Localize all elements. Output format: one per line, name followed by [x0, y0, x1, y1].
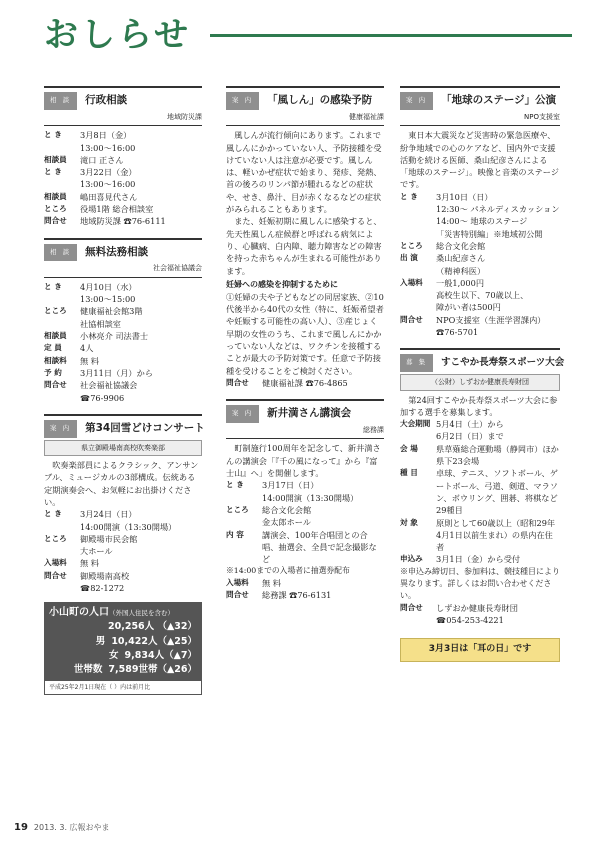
detail-value: 社会福祉協議会	[80, 380, 138, 391]
section-body: 町制施行100周年を記念して、新井満さんの講演会「『千の風になって』から『富士山』へ」を開催します。	[226, 443, 381, 479]
detail-row	[44, 545, 202, 557]
section-title: すこやか長寿祭スポーツ大会	[441, 357, 565, 369]
detail-value: 地域防災課 ☎76-6111	[80, 216, 166, 227]
detail-value: 御殿場南高校	[80, 570, 130, 581]
column-2	[226, 86, 384, 602]
lecture-note: ※14:00までの入場者に抽選券配布	[226, 566, 350, 576]
population-label: 男	[95, 635, 106, 647]
detail-label: 問合せ	[400, 602, 423, 612]
detail-row	[400, 553, 560, 565]
detail-label: ところ	[44, 204, 67, 214]
section-org: 地域防災課	[44, 110, 202, 127]
detail-value: 県草薙総合運動場（静岡市）ほか県下23会場	[436, 443, 559, 467]
detail-value: 無 料	[80, 558, 99, 569]
section-org: 総務課	[226, 423, 384, 440]
detail-label	[400, 265, 436, 277]
detail-label: 問合せ	[44, 216, 67, 226]
detail-value: 3月1日（金）から受付	[436, 554, 521, 565]
detail-row	[400, 418, 560, 430]
detail-value: 社協相談室	[80, 318, 121, 329]
detail-label: 問合せ	[226, 590, 249, 600]
ear-day-banner: 3月3日は「耳の日」です	[400, 638, 560, 662]
population-value: 9,834人（▲7）	[124, 649, 197, 661]
detail-value: 滝口 正さん	[80, 154, 124, 165]
detail-row	[44, 191, 202, 203]
detail-label	[44, 142, 80, 154]
detail-row	[400, 430, 560, 442]
detail-label: 問合せ	[226, 377, 249, 387]
section-org: 健康福祉課	[226, 110, 384, 127]
section-title: 第34回雪どけコンサート	[85, 421, 205, 434]
detail-row	[400, 443, 560, 468]
population-row	[49, 620, 197, 634]
sports-section	[400, 348, 565, 626]
detail-label: 対 象	[400, 517, 418, 527]
detail-row	[226, 577, 384, 589]
detail-value: 障がい者は500円	[436, 302, 501, 313]
detail-value: 3月8日（金）	[80, 130, 132, 141]
detail-row	[400, 265, 560, 277]
detail-value: 13:00～15:00	[80, 294, 136, 305]
population-row	[49, 663, 197, 677]
section-org: （公財）しずおか健康長寿財団	[400, 374, 560, 391]
detail-row	[226, 504, 384, 516]
detail-label: 相談員	[44, 331, 67, 341]
note-body: ①妊婦の夫や子どもなどの同居家族、②10代後半から40代の女性（特に、妊娠希望者や妊娠する可能性の高い人）、③産じょく早期の女性のうち、これまで風しんにかかっていない人などは、ワクチンを接種することが最大の予防対策です。任意で予防接種を受けることをご検討ください。	[226, 291, 384, 376]
detail-value: 13:00～16:00	[80, 179, 136, 190]
detail-label: 定 員	[44, 343, 62, 353]
detail-row	[44, 166, 202, 178]
detail-row	[400, 240, 560, 252]
detail-label: ところ	[226, 504, 249, 514]
detail-value: （精神科医）	[436, 265, 486, 276]
detail-value: 原則として60歳以上（昭和29年4月1日以前生まれ）の県内在住者	[436, 517, 556, 553]
section-title: 新井満さん講演会	[267, 407, 352, 420]
detail-label: 問合せ	[44, 380, 67, 390]
detail-label	[226, 492, 262, 504]
detail-row	[44, 355, 202, 367]
detail-value: ☎82-1272	[80, 583, 125, 594]
detail-rows	[400, 418, 560, 566]
detail-label	[44, 293, 80, 305]
detail-label: 相談員	[44, 191, 67, 201]
population-label: 世帯数	[73, 664, 103, 676]
section-org: 県立御殿場南高校吹奏楽部	[44, 440, 202, 457]
detail-value: 「災害特別編」※地域初公開	[436, 228, 543, 239]
detail-row	[44, 392, 202, 404]
section-org: NPO支援室	[400, 110, 560, 127]
section-title: 無料法務相談	[85, 245, 149, 258]
detail-label	[44, 392, 80, 404]
category-badge: 相 談	[44, 244, 77, 262]
detail-value: 金太郎ホール	[262, 517, 311, 528]
section-org: 社会福祉協議会	[44, 261, 202, 278]
population-label: 女	[109, 649, 119, 661]
category-badge: 案 内	[44, 420, 77, 438]
detail-value: 卓球、テニス、ソフトボール、ゲートボール、弓道、剣道、マラソン、ボウリング、囲碁、将棋など29種目	[436, 468, 558, 516]
detail-value: 桑山紀彦さん	[436, 253, 486, 264]
detail-row	[400, 203, 560, 215]
detail-label: 出 演	[400, 253, 418, 263]
note-heading: 妊婦への感染を抑制するために	[226, 279, 338, 289]
detail-row	[400, 289, 560, 301]
detail-value: 健康福祉会館3階	[80, 306, 143, 317]
detail-rows	[44, 129, 202, 227]
detail-value: 14:00開演（13:30開場）	[80, 521, 177, 532]
detail-row	[44, 203, 202, 215]
detail-label	[44, 545, 80, 557]
detail-label	[400, 228, 436, 240]
detail-value: 高校生以下、70歳以上、	[436, 290, 529, 301]
detail-row	[226, 377, 384, 389]
detail-label: と き	[44, 281, 62, 291]
detail-label: 内 容	[226, 529, 244, 539]
category-badge: 案 内	[400, 92, 433, 110]
detail-row	[44, 178, 202, 190]
detail-rows	[226, 377, 384, 389]
category-badge: 相 談	[44, 92, 77, 110]
detail-value: 役場1階 総合相談室	[80, 204, 154, 215]
detail-label	[400, 301, 436, 313]
detail-value: 小林亮介 司法書士	[80, 331, 149, 342]
population-value: 7,589世帯（▲26）	[108, 664, 197, 676]
detail-value: 12:30～ パネルディスカッション	[436, 204, 560, 215]
population-row	[49, 649, 197, 663]
detail-label	[44, 521, 80, 533]
category-badge: 募 集	[400, 354, 433, 372]
detail-value: 6月2日（日）まで	[436, 431, 504, 442]
section-body: 東日本大震災など災害時の緊急医療や、紛争地域での心のケアなど、国内外で支援活動を続ける医師、桑山紀彦さんによる「地球のステージ」。映像と音楽のステージです。	[400, 130, 559, 190]
sports-note: ※申込み締切日、参加料は、競技種目により異なります。詳しくはお問い合わせください。	[400, 566, 560, 600]
detail-row	[44, 215, 202, 227]
detail-row	[400, 314, 560, 339]
page-title: おしらせ	[44, 15, 191, 55]
detail-label: ところ	[400, 240, 423, 250]
detail-row	[44, 508, 202, 520]
issue-label: 2013. 3. 広報おやま	[33, 823, 110, 832]
detail-row	[44, 330, 202, 342]
detail-row	[44, 281, 202, 293]
detail-value: NPO支援室（生涯学習課内）☎76-5701	[436, 314, 546, 337]
detail-label	[44, 318, 80, 330]
detail-label: と き	[44, 509, 62, 519]
population-title: 小山町の人口（外国人住民を含む）	[49, 607, 174, 619]
detail-label: 入場料	[400, 277, 423, 287]
section-body: 吹奏楽部員によるクラシック、アンサンブル、ミュージカルの3部構成。伝統ある定期演奏会へ、お気軽にお出掛けください。	[44, 460, 199, 507]
detail-row	[44, 570, 202, 582]
population-box	[44, 602, 202, 695]
detail-row	[44, 142, 202, 154]
detail-label: と き	[44, 167, 62, 177]
section-header	[400, 348, 565, 372]
detail-label: 会 場	[400, 443, 418, 453]
detail-label	[44, 178, 80, 190]
population-note: 平成25年2月1日現在（ ）内は前月比	[44, 680, 202, 695]
detail-row	[44, 533, 202, 545]
detail-rows-2	[400, 602, 560, 627]
category-badge: 案 内	[226, 92, 259, 110]
detail-row	[44, 521, 202, 533]
detail-row	[400, 467, 560, 516]
detail-row	[226, 492, 384, 504]
detail-value: 講演会、100年合唱団との合唱、抽選会、全員で記念撮影など	[262, 529, 377, 565]
detail-value: 5月4日（土）から	[436, 419, 504, 430]
detail-value: ☎76-9906	[80, 392, 125, 403]
concert-section	[44, 414, 205, 595]
population-value: 20,256人 （▲32）	[108, 621, 197, 633]
detail-row	[44, 305, 202, 317]
detail-label: 入場料	[226, 578, 249, 588]
detail-label: 種 目	[400, 468, 418, 478]
detail-row	[400, 277, 560, 289]
section-header	[44, 86, 202, 110]
section-header	[226, 399, 384, 423]
detail-label	[400, 215, 436, 227]
detail-rows	[400, 191, 560, 339]
column-1	[44, 86, 205, 695]
detail-value: しずおか健康長寿財団	[436, 602, 518, 613]
detail-label	[400, 614, 436, 626]
detail-row	[226, 479, 384, 491]
section-header	[226, 86, 384, 110]
detail-row	[44, 342, 202, 354]
section-title: 「風しん」の感染予防	[267, 94, 373, 106]
population-row	[49, 635, 197, 649]
detail-row	[226, 589, 384, 601]
section-header	[44, 414, 205, 438]
stage-section	[400, 86, 560, 338]
detail-value: 4人	[80, 343, 94, 354]
detail-rows-2	[226, 577, 384, 602]
detail-label	[400, 289, 436, 301]
detail-label: 大会期間	[400, 419, 431, 429]
detail-value: 総合文化会館	[436, 240, 486, 251]
detail-row	[226, 516, 384, 528]
detail-value: 3月17日（日）	[262, 480, 319, 491]
section-title: 「地球のステージ」公演	[441, 94, 557, 106]
detail-row	[400, 517, 560, 554]
detail-value: 総合文化会館	[262, 504, 312, 515]
detail-label: ところ	[44, 533, 67, 543]
detail-rows	[226, 479, 384, 565]
detail-label: 問合せ	[400, 314, 423, 324]
detail-label: と き	[400, 191, 418, 201]
detail-row	[44, 367, 202, 379]
population-value: 10,422人（▲25）	[111, 635, 197, 647]
detail-label: 予 約	[44, 367, 62, 377]
lecture-section	[226, 399, 384, 602]
section-title: 行政相談	[85, 94, 128, 106]
detail-row	[44, 318, 202, 330]
detail-value: 14:00開演（13:30開場）	[262, 492, 359, 503]
detail-row	[44, 557, 202, 569]
detail-value: 無 料	[80, 355, 99, 366]
detail-value: 3月10日（日）	[436, 191, 493, 202]
detail-value: 総務課 ☎76-6131	[262, 590, 332, 601]
detail-value: 無 料	[262, 578, 281, 589]
detail-value: 14:00～ 地球のステージ	[436, 216, 528, 227]
detail-value: 3月24日（日）	[80, 509, 137, 520]
detail-row	[400, 252, 560, 264]
detail-label: 問合せ	[44, 570, 67, 580]
detail-row	[44, 293, 202, 305]
detail-row	[44, 379, 202, 391]
detail-label	[44, 582, 80, 594]
detail-row	[226, 529, 384, 566]
title-rule	[210, 34, 572, 37]
detail-label: 相談料	[44, 355, 67, 365]
detail-label: 入場料	[44, 558, 67, 568]
detail-value: 4月10日（水）	[80, 281, 137, 292]
detail-value: 一般1,000円	[436, 277, 485, 288]
flu-section	[226, 86, 384, 389]
section-body: 風しんが流行傾向にあります。これまで風しんにかかっていない人、予防接種を受けていない人は注意が必要です。風しんは、軽いかぜ症状で始まり、発疹、発熱、首の後ろのリンパ節が腫れるなどの症状や、せき、鼻汁、目が赤くなるなどの症状がみられることもあります。	[226, 130, 382, 215]
section-header	[44, 238, 202, 262]
detail-row	[400, 191, 560, 203]
consult-section	[44, 86, 202, 228]
page-number: 19	[14, 822, 28, 833]
section-body-2: また、妊娠初期に風しんに感染すると、先天性風しん症候群と呼ばれる病気により、心臓病、白内障、聴力障害などの障害を持った赤ちゃんが生まれる可能性があります。	[226, 216, 382, 276]
detail-value: 3月22日（金）	[80, 167, 137, 178]
category-badge: 案 内	[226, 405, 259, 423]
detail-row	[400, 215, 560, 227]
detail-rows	[44, 281, 202, 404]
detail-value: 3月11日（月）から	[80, 367, 153, 378]
page-footer	[14, 820, 110, 835]
section-header	[400, 86, 560, 110]
detail-row	[400, 301, 560, 313]
detail-label: 相談員	[44, 154, 67, 164]
detail-row	[400, 602, 560, 614]
detail-value: 13:00～16:00	[80, 142, 136, 153]
legal-section	[44, 238, 202, 404]
detail-label: と き	[44, 130, 62, 140]
detail-rows	[44, 508, 202, 594]
detail-label: と き	[226, 480, 244, 490]
detail-value: 健康福祉課 ☎76-4865	[262, 377, 348, 388]
population-label	[66, 620, 102, 634]
detail-label	[400, 430, 436, 442]
detail-row	[44, 154, 202, 166]
population-rows	[49, 620, 197, 677]
detail-row	[44, 582, 202, 594]
detail-row	[44, 129, 202, 141]
detail-label: 申込み	[400, 554, 423, 564]
detail-value: 大ホール	[80, 546, 113, 557]
detail-label: ところ	[44, 306, 67, 316]
detail-label	[226, 516, 262, 528]
detail-label	[400, 203, 436, 215]
detail-value: ☎054-253-4221	[436, 615, 504, 625]
section-body: 第24回すこやか長寿祭スポーツ大会に参加する選手を募集します。	[400, 394, 558, 417]
detail-row	[400, 614, 560, 626]
detail-value: 御殿場市民会館	[80, 533, 138, 544]
detail-value: 嶋田喜見代さん	[80, 191, 138, 202]
column-3	[400, 86, 565, 662]
detail-row	[400, 228, 560, 240]
